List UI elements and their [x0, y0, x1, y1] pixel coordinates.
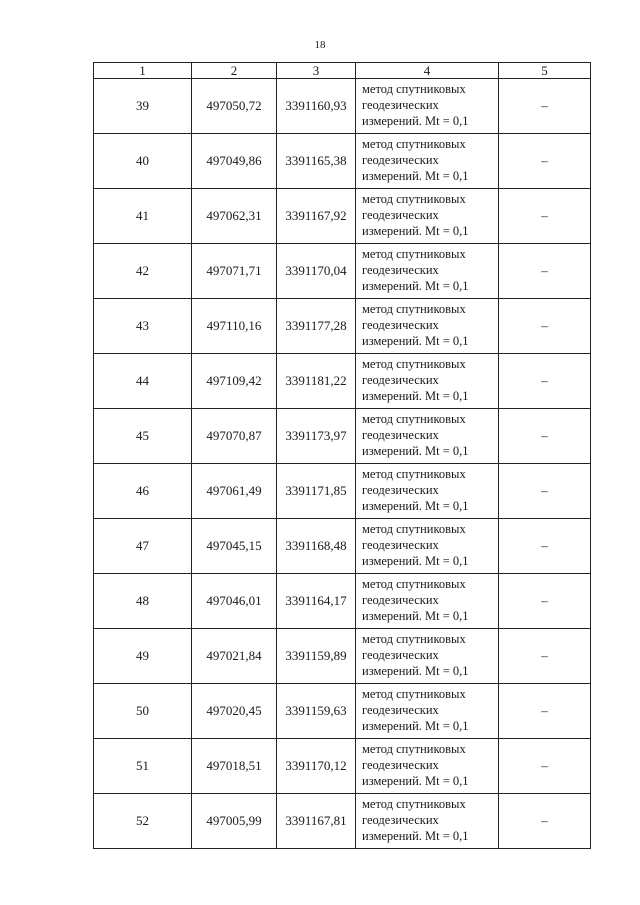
- point-number-cell: 49: [94, 629, 192, 684]
- y-coordinate-cell: 3391173,97: [277, 409, 356, 464]
- y-coordinate-cell: 3391167,92: [277, 189, 356, 244]
- remark-cell: –: [499, 794, 591, 849]
- method-cell: метод спутниковых геодезических измерений. Mt = 0,1: [356, 574, 499, 629]
- method-cell: метод спутниковых геодезических измерений. Mt = 0,1: [356, 629, 499, 684]
- method-cell: метод спутниковых геодезических измерений. Mt = 0,1: [356, 739, 499, 794]
- method-cell: метод спутниковых геодезических измерений. Mt = 0,1: [356, 79, 499, 134]
- table-row: [94, 519, 591, 574]
- remark-cell: –: [499, 79, 591, 134]
- y-coordinate-cell: 3391171,85: [277, 464, 356, 519]
- remark-cell: –: [499, 354, 591, 409]
- table-header-row: [94, 63, 591, 79]
- remark-cell: –: [499, 134, 591, 189]
- point-number-cell: 43: [94, 299, 192, 354]
- remark-cell: –: [499, 464, 591, 519]
- table-row: [94, 629, 591, 684]
- table-row: [94, 684, 591, 739]
- method-cell: метод спутниковых геодезических измерений. Mt = 0,1: [356, 684, 499, 739]
- y-coordinate-cell: 3391159,63: [277, 684, 356, 739]
- y-coordinate-cell: 3391165,38: [277, 134, 356, 189]
- method-cell: метод спутниковых геодезических измерений. Mt = 0,1: [356, 794, 499, 849]
- table-body: [94, 79, 591, 849]
- point-number-cell: 41: [94, 189, 192, 244]
- remark-cell: –: [499, 244, 591, 299]
- table-row: [94, 134, 591, 189]
- point-number-cell: 42: [94, 244, 192, 299]
- y-coordinate-cell: 3391170,12: [277, 739, 356, 794]
- table-row: [94, 79, 591, 134]
- y-coordinate-cell: 3391159,89: [277, 629, 356, 684]
- table-row: [94, 244, 591, 299]
- y-coordinate-cell: 3391167,81: [277, 794, 356, 849]
- remark-cell: –: [499, 189, 591, 244]
- point-number-cell: 47: [94, 519, 192, 574]
- x-coordinate-cell: 497062,31: [192, 189, 277, 244]
- column-header-4: 4: [356, 63, 499, 79]
- x-coordinate-cell: 497005,99: [192, 794, 277, 849]
- method-cell: метод спутниковых геодезических измерений. Mt = 0,1: [356, 464, 499, 519]
- x-coordinate-cell: 497110,16: [192, 299, 277, 354]
- table-row: [94, 299, 591, 354]
- method-cell: метод спутниковых геодезических измерений. Mt = 0,1: [356, 299, 499, 354]
- column-header-1: 1: [94, 63, 192, 79]
- x-coordinate-cell: 497070,87: [192, 409, 277, 464]
- table-row: [94, 189, 591, 244]
- remark-cell: –: [499, 739, 591, 794]
- table-row: [94, 574, 591, 629]
- page-number: 18: [314, 39, 326, 51]
- x-coordinate-cell: 497046,01: [192, 574, 277, 629]
- y-coordinate-cell: 3391170,04: [277, 244, 356, 299]
- method-cell: метод спутниковых геодезических измерений. Mt = 0,1: [356, 189, 499, 244]
- remark-cell: –: [499, 574, 591, 629]
- point-number-cell: 45: [94, 409, 192, 464]
- point-number-cell: 51: [94, 739, 192, 794]
- x-coordinate-cell: 497045,15: [192, 519, 277, 574]
- remark-cell: –: [499, 299, 591, 354]
- method-cell: метод спутниковых геодезических измерений. Mt = 0,1: [356, 409, 499, 464]
- column-header-2: 2: [192, 63, 277, 79]
- point-number-cell: 39: [94, 79, 192, 134]
- method-cell: метод спутниковых геодезических измерений. Mt = 0,1: [356, 354, 499, 409]
- table-row: [94, 739, 591, 794]
- remark-cell: –: [499, 519, 591, 574]
- point-number-cell: 50: [94, 684, 192, 739]
- x-coordinate-cell: 497061,49: [192, 464, 277, 519]
- column-header-5: 5: [499, 63, 591, 79]
- point-number-cell: 48: [94, 574, 192, 629]
- coordinates-table: [93, 62, 591, 849]
- y-coordinate-cell: 3391160,93: [277, 79, 356, 134]
- x-coordinate-cell: 497020,45: [192, 684, 277, 739]
- remark-cell: –: [499, 409, 591, 464]
- table-row: [94, 794, 591, 849]
- x-coordinate-cell: 497109,42: [192, 354, 277, 409]
- remark-cell: –: [499, 684, 591, 739]
- point-number-cell: 52: [94, 794, 192, 849]
- y-coordinate-cell: 3391177,28: [277, 299, 356, 354]
- table-row: [94, 409, 591, 464]
- table-row: [94, 464, 591, 519]
- method-cell: метод спутниковых геодезических измерений. Mt = 0,1: [356, 134, 499, 189]
- x-coordinate-cell: 497018,51: [192, 739, 277, 794]
- x-coordinate-cell: 497071,71: [192, 244, 277, 299]
- point-number-cell: 46: [94, 464, 192, 519]
- method-cell: метод спутниковых геодезических измерений. Mt = 0,1: [356, 244, 499, 299]
- method-cell: метод спутниковых геодезических измерений. Mt = 0,1: [356, 519, 499, 574]
- point-number-cell: 40: [94, 134, 192, 189]
- x-coordinate-cell: 497021,84: [192, 629, 277, 684]
- x-coordinate-cell: 497049,86: [192, 134, 277, 189]
- remark-cell: –: [499, 629, 591, 684]
- y-coordinate-cell: 3391181,22: [277, 354, 356, 409]
- y-coordinate-cell: 3391164,17: [277, 574, 356, 629]
- table-row: [94, 354, 591, 409]
- y-coordinate-cell: 3391168,48: [277, 519, 356, 574]
- column-header-3: 3: [277, 63, 356, 79]
- x-coordinate-cell: 497050,72: [192, 79, 277, 134]
- point-number-cell: 44: [94, 354, 192, 409]
